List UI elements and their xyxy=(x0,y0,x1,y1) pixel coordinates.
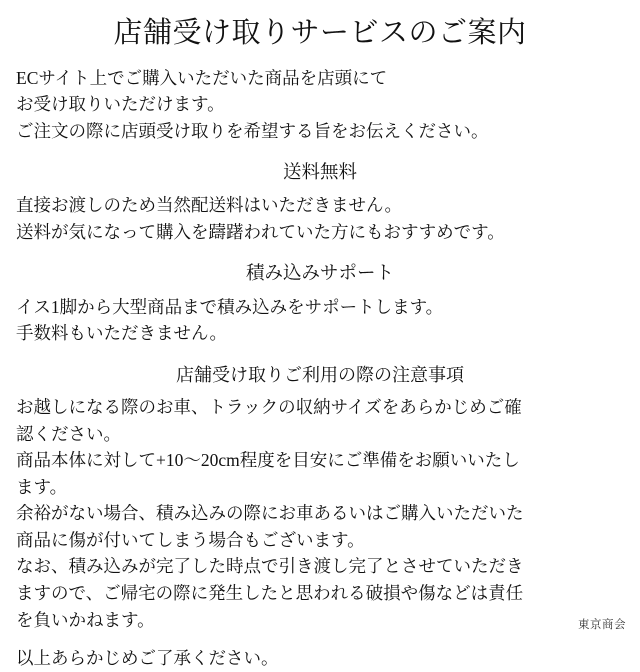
intro-paragraph xyxy=(16,65,624,145)
closing-line: 以上あらかじめご了承ください。 xyxy=(16,648,279,669)
body-line: 商品に傷が付いてしまう場合もございます。 xyxy=(16,529,365,550)
body-line: 手数料もいただきません。 xyxy=(16,323,228,344)
body-line: ますので、ご帰宅の際に発生したと思われる破損や傷などは責任 xyxy=(16,583,524,604)
section-loading-support xyxy=(16,262,624,347)
body-line: 余裕がない場合、積み込みの際にお車あるいはご購入いただいた xyxy=(16,503,524,524)
body-line: 商品本体に対して+10〜20cm程度を目安にご準備をお願いいたし xyxy=(16,450,520,471)
body-line: ます。 xyxy=(16,476,68,497)
section-notes xyxy=(16,363,624,634)
body-line: を負いかねます。 xyxy=(16,609,155,630)
intro-line: ECサイト上でご購入いただいた商品を店頭にて xyxy=(16,67,388,88)
closing-paragraph xyxy=(16,645,624,672)
body-line: なお、積み込みが完了した時点で引き渡し完了とさせていただき xyxy=(16,556,524,577)
section-body xyxy=(16,294,624,347)
section-body xyxy=(16,394,624,633)
intro-line: ご注文の際に店頭受け取りを希望する旨をお伝えください。 xyxy=(16,120,489,141)
body-line: お越しになる際のお車、トラックの収納サイズをあらかじめご確 xyxy=(16,396,522,417)
section-body xyxy=(16,192,624,245)
section-heading: 積み込みサポート xyxy=(245,263,394,284)
section-heading: 店舗受け取りご利用の際の注意事項 xyxy=(176,364,464,385)
page-title: 店舗受け取りサービスのご案内 xyxy=(113,17,527,49)
intro-line: お受け取りいただけます。 xyxy=(16,94,225,115)
section-heading: 送料無料 xyxy=(282,162,357,183)
body-line: 認ください。 xyxy=(16,423,121,444)
section-free-shipping xyxy=(16,161,624,246)
body-line: イス1脚から大型商品まで積み込みをサポートします。 xyxy=(16,296,444,317)
body-line: 送料が気になって購入を躊躇われていた方にもおすすめです。 xyxy=(16,222,505,243)
body-line: 直接お渡しのため当然配送料はいただきません。 xyxy=(16,195,403,216)
footer-shop-mark: 東京商会 xyxy=(578,619,626,631)
